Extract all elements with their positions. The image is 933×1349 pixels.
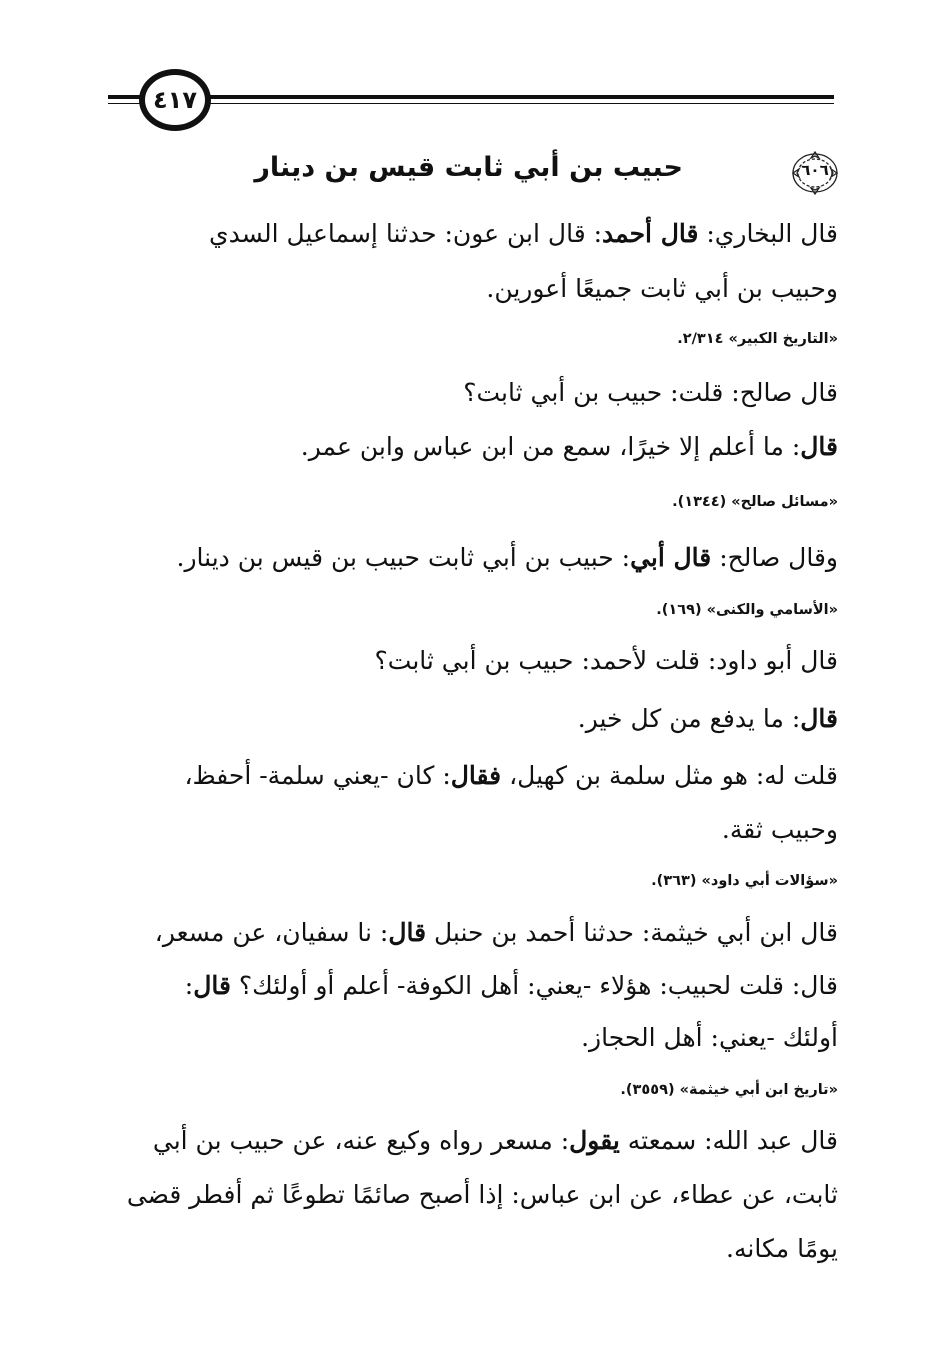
text-line: ثابت، عن عطاء، عن ابن عباس: إذا أصبح صائمًا تطوعًا ثم أفطر قضى — [126, 1180, 838, 1209]
source-reference: «التاريخ الكبير» ٢/٣١٤. — [677, 331, 838, 347]
source-reference: «مسائل صالح» (١٣٤٤). — [672, 494, 838, 510]
text-line: قال: ما أعلم إلا خيرًا، سمع من ابن عباس وابن عمر. — [300, 432, 838, 461]
header-rule-thick — [108, 95, 834, 99]
text-line: قال أبو داود: قلت لأحمد: حبيب بن أبي ثابت؟ — [374, 646, 838, 675]
source-reference: «تاريخ ابن أبي خيثمة» (٣٥٥٩). — [620, 1082, 838, 1098]
page-number: ٤١٧ — [139, 69, 211, 131]
entry-number: ٦٠٦ — [801, 161, 829, 179]
header-rule-thin — [108, 103, 834, 104]
source-reference: «الأسامي والكنى» (١٦٩). — [656, 602, 838, 618]
entry-number-badge — [790, 150, 840, 196]
text-line: وحبيب ثقة. — [721, 815, 838, 844]
text-line: وقال صالح: قال أبي: حبيب بن أبي ثابت حبيب بن قيس بن دينار. — [176, 543, 838, 572]
text-line: قال البخاري: قال أحمد: قال ابن عون: حدثنا إسماعيل السدي — [209, 219, 838, 248]
text-line: قال ابن أبي خيثمة: حدثنا أحمد بن حنبل قال: نا سفيان، عن مسعر، — [154, 918, 838, 947]
text-line: قال: ما يدفع من كل خير. — [577, 704, 838, 733]
source-reference: «سؤالات أبي داود» (٣٦٣). — [651, 873, 838, 889]
entry-title: حبيب بن أبي ثابت قيس بن دينار — [254, 152, 683, 183]
text-line: قال عبد الله: سمعته يقول: مسعر رواه وكيع عنه، عن حبيب بن أبي — [152, 1126, 838, 1155]
text-line: قال صالح: قلت: حبيب بن أبي ثابت؟ — [463, 378, 838, 407]
text-line: قلت له: هو مثل سلمة بن كهيل، فقال: كان -يعني سلمة- أحفظ، — [184, 761, 838, 790]
text-line: قال: قلت لحبيب: هؤلاء -يعني: أهل الكوفة- أعلم أو أولئك؟ قال: — [184, 971, 838, 1000]
text-line: وحبيب بن أبي ثابت جميعًا أعورين. — [486, 274, 838, 303]
text-line: يومًا مكانه. — [726, 1234, 838, 1263]
text-line: أولئك -يعني: أهل الحجاز. — [581, 1023, 838, 1052]
